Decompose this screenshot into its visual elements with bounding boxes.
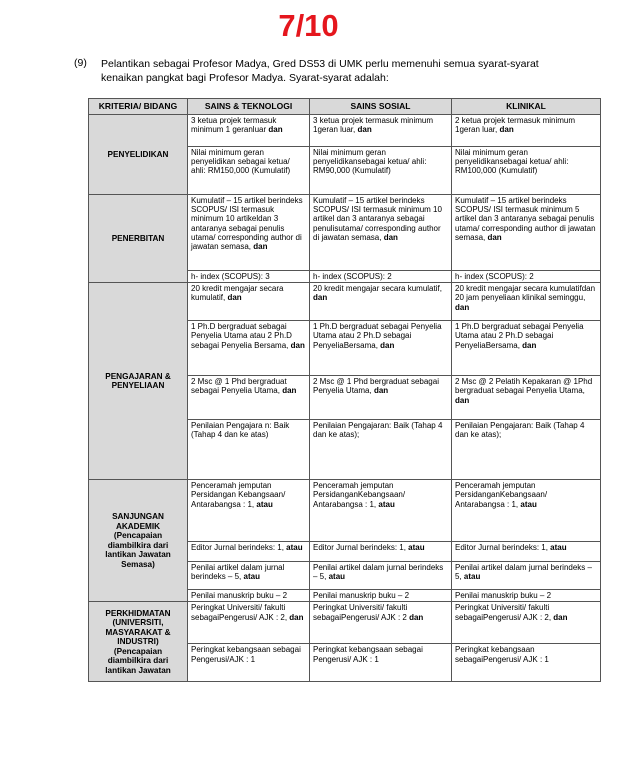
cell: Penilaian Pengajaran: Baik (Tahap 4 dan ke atas); xyxy=(310,420,452,480)
cell: h- index (SCOPUS): 2 xyxy=(452,271,601,283)
cell: Peringkat Universiti/ fakulti sebagaiPengerusi/ AJK : 2 dan xyxy=(310,602,452,644)
cell: Peringkat kebangsaan sebagai Pengerusi/ AJK : 1 xyxy=(310,644,452,682)
cell: Peringkat kebangsaan sebagaiPengerusi/ AJK : 1 xyxy=(452,644,601,682)
cell: Penceramah jemputan Persidangan Kebangsaan/ Antarabangsa : 1, atau xyxy=(188,480,310,542)
cell: Peringkat kebangsaan sebagai Pengerusi/AJK : 1 xyxy=(188,644,310,682)
cell: h- index (SCOPUS): 3 xyxy=(188,271,310,283)
cell: 20 kredit mengajar secara kumulatifdan 20 jam penyeliaan klinikal seminggu, dan xyxy=(452,283,601,321)
cell: Penilai manuskrip buku – 2 xyxy=(452,590,601,602)
table-row xyxy=(89,602,601,644)
cell: Editor Jurnal berindeks: 1, atau xyxy=(452,542,601,562)
cell: Editor Jurnal berindeks: 1, atau xyxy=(310,542,452,562)
cell: 20 kredit mengajar secara kumulatif, dan xyxy=(310,283,452,321)
cell: Penilaian Pengajaran: Baik (Tahap 4 dan ke atas); xyxy=(452,420,601,480)
cell: Penilai artikel dalam jurnal berindeks – 5, atau xyxy=(188,562,310,590)
cell: 3 ketua projek termasuk minimum 1geran luar, dan xyxy=(310,115,452,147)
cell: Peringkat Universiti/ fakulti sebagaiPengerusi/ AJK : 2, dan xyxy=(188,602,310,644)
header-criteria: KRITERIA/ BIDANG xyxy=(89,99,188,115)
cell: 1 Ph.D bergraduat sebagai Penyelia Utama atau 2 Ph.D sebagai PenyeliaBersama, dan xyxy=(452,321,601,376)
header-sains-teknologi: SAINS & TEKNOLOGI xyxy=(188,99,310,115)
header-klinikal: KLINIKAL xyxy=(452,99,601,115)
cell: Kumulatif – 15 artikel berindeks SCOPUS/ ISI termasuk minimum 10 artikel dan 3 antaranya sebagai penulisutama/ corresponding author di jawatan semasa, dan xyxy=(310,195,452,271)
cell: Penilai artikel dalam jurnal berindeks – 5, atau xyxy=(452,562,601,590)
cell: 1 Ph.D bergraduat sebagai Penyelia Utama atau 2 Ph.D sebagai Penyelia Bersama, dan xyxy=(188,321,310,376)
table-row xyxy=(89,480,601,542)
cell: Penilaian Pengajara n: Baik (Tahap 4 dan ke atas) xyxy=(188,420,310,480)
cell: 1 Ph.D bergraduat sebagai Penyelia Utama atau 2 Ph.D sebagai PenyeliaBersama, dan xyxy=(310,321,452,376)
item-number: (9) xyxy=(74,57,87,69)
cell: Peringkat Universiti/ fakulti sebagaiPengerusi/ AJK : 2, dan xyxy=(452,602,601,644)
criteria-table xyxy=(88,98,601,682)
cell: Nilai minimum geran penyelidikansebagai ketua/ ahli: RM90,000 (Kumulatif) xyxy=(310,147,452,195)
page-number: 7/10 xyxy=(278,8,339,43)
cell: Nilai minimum geran penyelidikan sebagai ketua/ ahli: RM150,000 (Kumulatif) xyxy=(188,147,310,195)
intro-text: Pelantikan sebagai Profesor Madya, Gred DS53 di UMK perlu memenuhi semua syarat-syarat kenaikan pangkat bagi Profesor Madya. Syarat-syarat adalah: xyxy=(101,58,539,84)
cell: Nilai minimum geran penyelidikansebagai ketua/ ahli: RM100,000 (Kumulatif) xyxy=(452,147,601,195)
cell: Penceramah jemputan PersidanganKebangsaan/ Antarabangsa : 1, atau xyxy=(310,480,452,542)
cell: 2 Msc @ 1 Phd bergraduat sebagai Penyelia Utama, dan xyxy=(310,376,452,420)
cell: 3 ketua projek termasuk minimum 1 geranluar dan xyxy=(188,115,310,147)
cell: 2 Msc @ 1 Phd bergraduat sebagai Penyelia Utama, dan xyxy=(188,376,310,420)
cell: Penceramah jemputan PersidanganKebangsaan/ Antarabangsa : 1, atau xyxy=(452,480,601,542)
cell: Penilai artikel dalam jurnal berindeks – 5, atau xyxy=(310,562,452,590)
criteria-sanjungan-akademik: SANJUNGAN AKADEMIK (Pencapaian diambilkira dari lantikan Jawatan Semasa) xyxy=(89,480,188,602)
criteria-penerbitan: PENERBITAN xyxy=(89,195,188,283)
table-row xyxy=(89,195,601,271)
cell: Kumulatif – 15 artikel berindeks SCOPUS/ ISI termasuk minimum 10 artikeldan 3 antaranya sebagai penulis utama/ corresponding author di jawatan semasa, dan xyxy=(188,195,310,271)
cell: h- index (SCOPUS): 2 xyxy=(310,271,452,283)
cell: Penilai manuskrip buku – 2 xyxy=(188,590,310,602)
cell: Kumulatif – 15 artikel berindeks SCOPUS/ ISI termasuk minimum 5 artikel dan 3 antaranya sebagai penulis utama/ corresponding author di jawatan semasa, dan xyxy=(452,195,601,271)
table-header-row xyxy=(89,99,601,115)
criteria-penyelidikan: PENYELIDIKAN xyxy=(89,115,188,195)
criteria-perkhidmatan: PERKHIDMATAN (UNIVERSITI, MASYARAKAT & INDUSTRI) (Pencapaian diambilkira dari lantikan Jawatan xyxy=(89,602,188,682)
cell: 20 kredit mengajar secara kumulatif, dan xyxy=(188,283,310,321)
table-row xyxy=(89,283,601,321)
header-sains-sosial: SAINS SOSIAL xyxy=(310,99,452,115)
table-row xyxy=(89,115,601,147)
cell: Editor Jurnal berindeks: 1, atau xyxy=(188,542,310,562)
cell: Penilai manuskrip buku – 2 xyxy=(310,590,452,602)
criteria-pengajaran-penyeliaan: PENGAJARAN & PENYELIAAN xyxy=(89,283,188,480)
cell: 2 Msc @ 2 Pelatih Kepakaran @ 1Phd bergraduat sebagai Penyelia Utama, dan xyxy=(452,376,601,420)
cell: 2 ketua projek termasuk minimum 1geran luar, dan xyxy=(452,115,601,147)
